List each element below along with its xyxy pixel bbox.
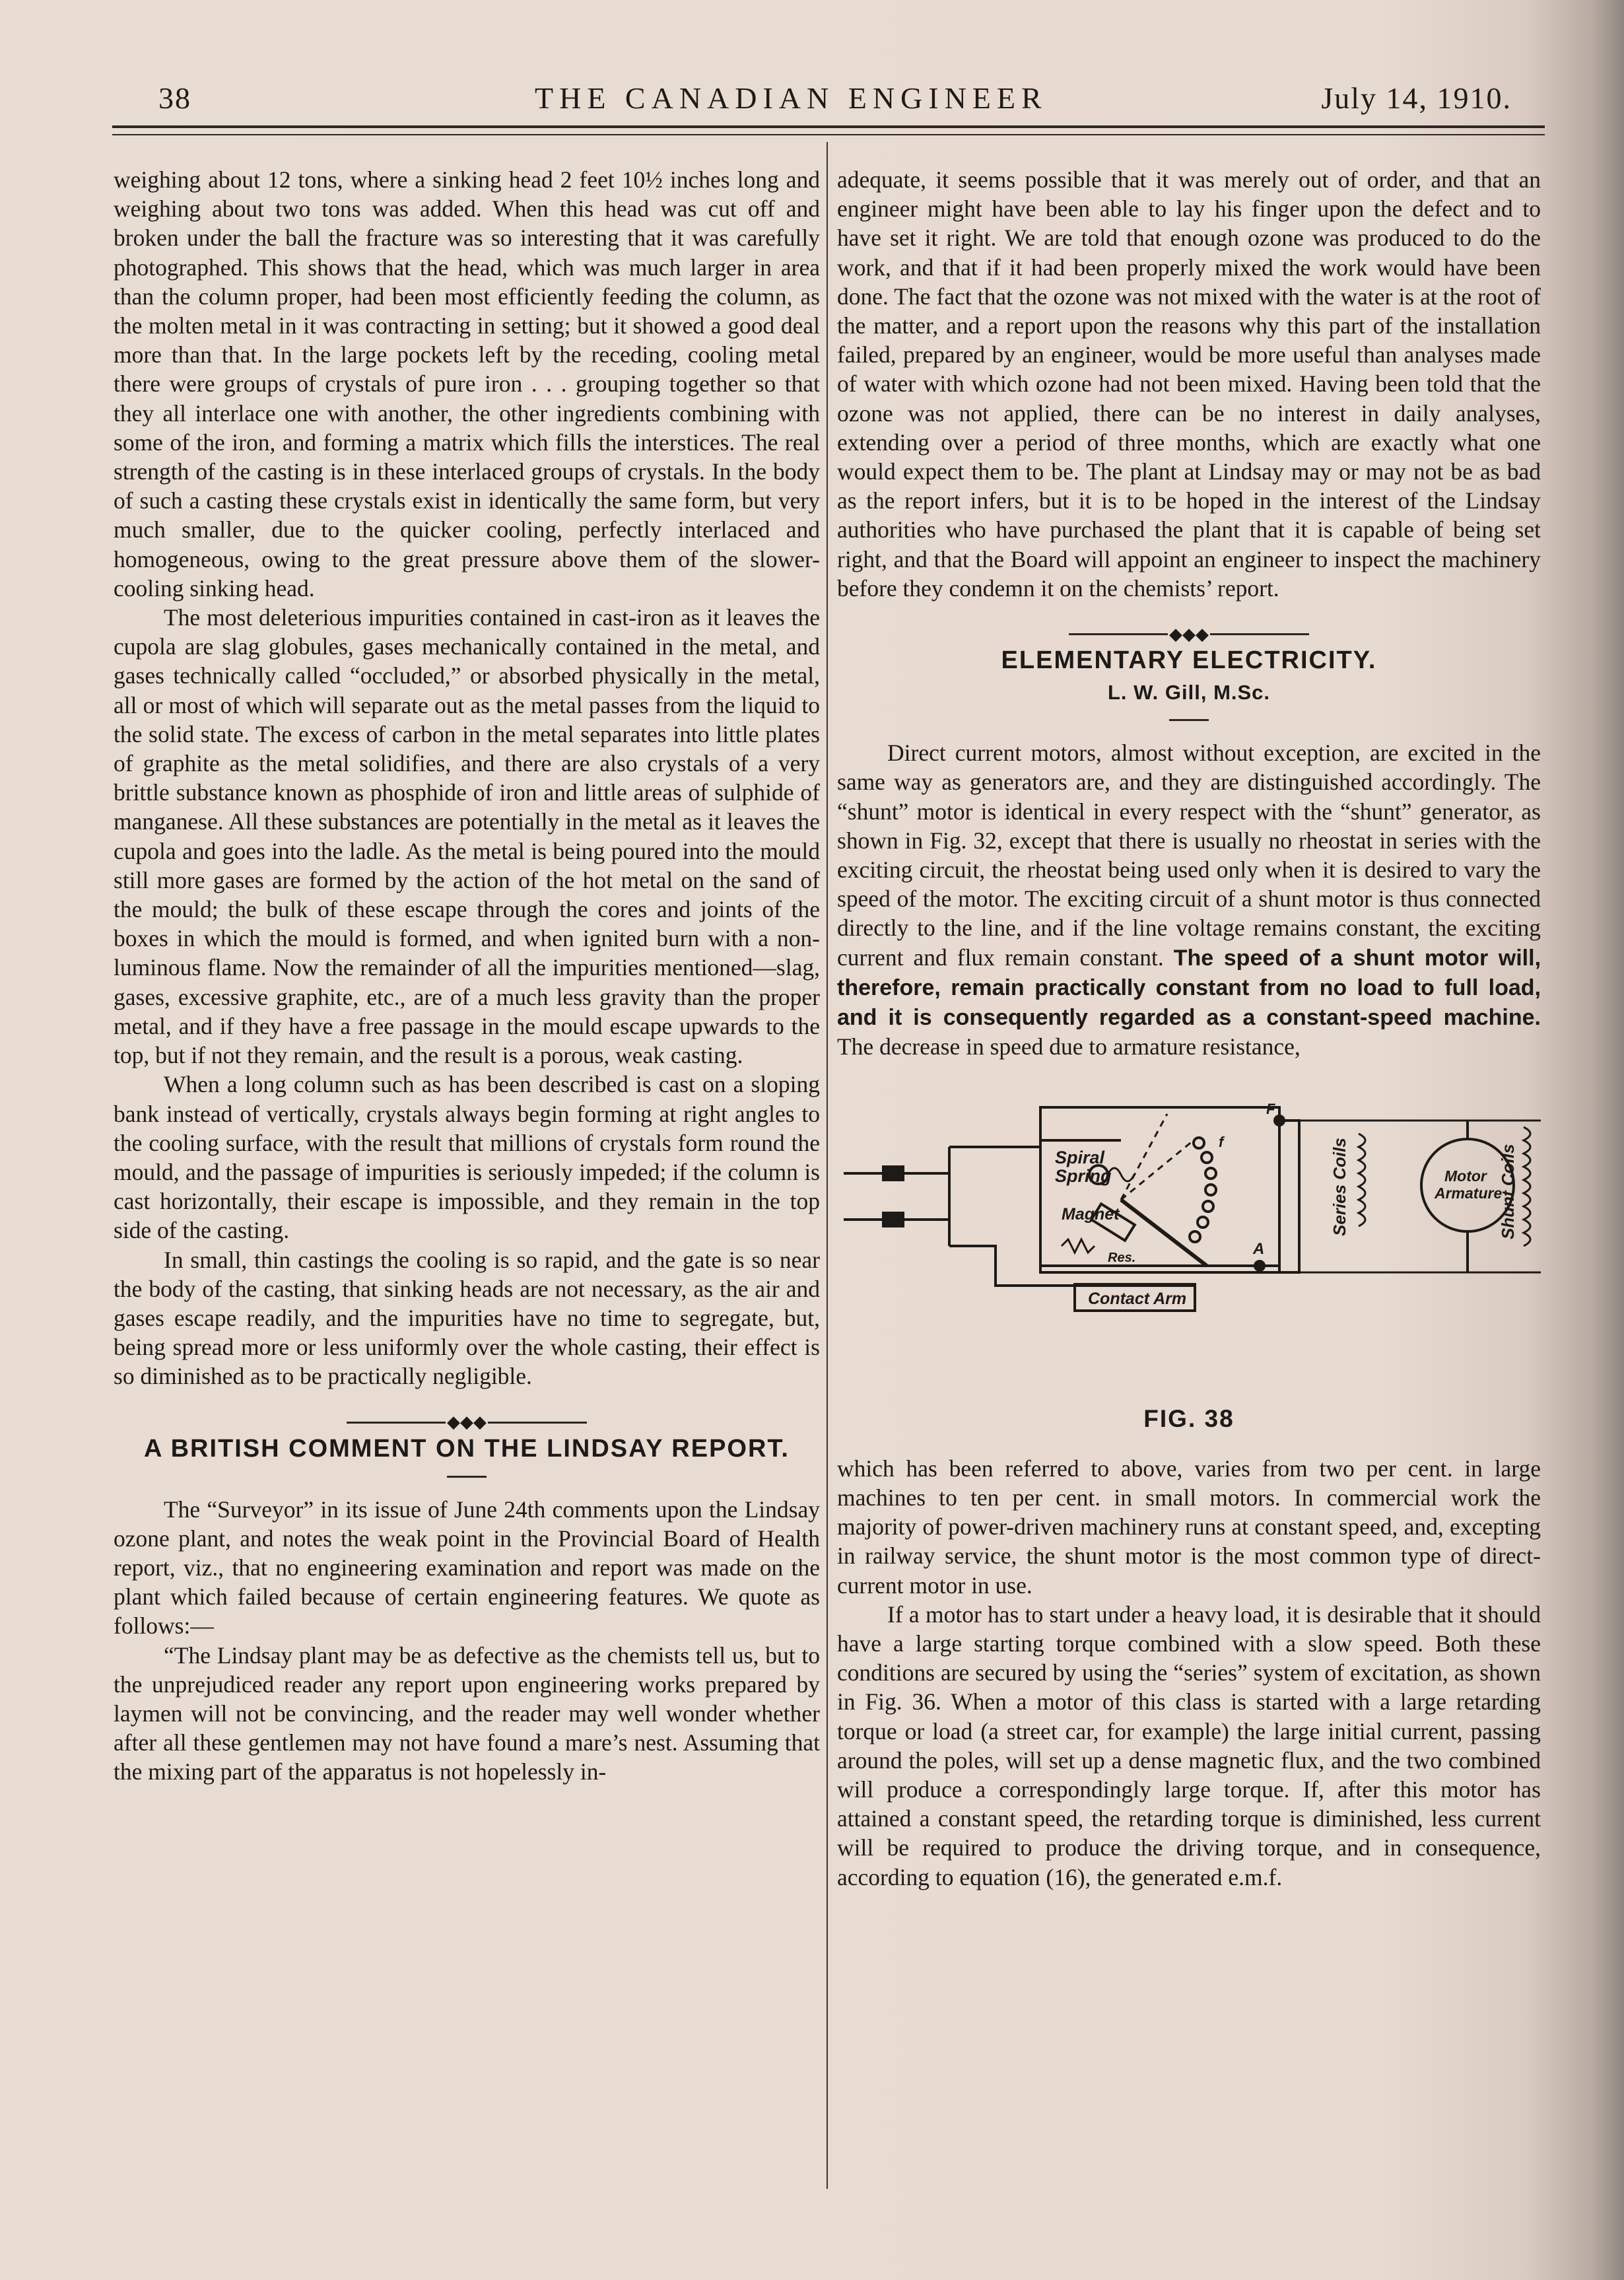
label-f: F [1266,1101,1275,1118]
label-armature: Armature [1435,1185,1503,1202]
figure-caption: FIG. 38 [1143,1405,1235,1433]
journal-title: THE CANADIAN ENGINEER [535,81,1048,115]
motor-starter-circuit-diagram [837,1074,1541,1404]
left-paragraph-1: weighing about 12 tons, where a sinking head 2 feet 10½ inches long and weighing about two tons was added. When this head was cut off and broken under the ball the fracture was so interesting that it was carefully photographed. This shows that the head, which was much larger in area than the column proper, had been most efficiently feeding the column, as the molten metal in it was contracting in setting; but it showed a good deal more than that. In the large pockets left by the receding, cooling metal there were groups of crystals of pure iron . . . grouping together so that they all interlace one with another, the other ingredients combining with some of the iron, and forming a matrix which fills the interstices. The real strength of the casting is in these interlaced groups of crystals. In the body of such a casting these crystals exist in identically the same form, but very much smaller, due to the quicker cooling, perfectly interlaced and homogeneous, owing to the great pressure above them of the slower-cooling sinking head. [114,166,820,602]
right-paragraph-4: If a motor has to start under a heavy load, it is desirable that it should have a large starting torque combined with a slow speed. Both these conditions are secured by using the “series” system of excitation, as shown in Fig. 36. When a motor of this class is started with a large retarding torque or load (a street car, for example) the large initial current, passing around the poles, will set up a dense magnetic flux, and the two combined will produce a correspondingly large torque. If, after this motor has attained a constant speed, the retarding torque is diminished, less current will be required to produce the driving torque, and in consequence, according to equation (16), the generated e.m.f. [837,1601,1541,1890]
label-a: A [1253,1240,1265,1259]
article-heading-electricity: ELEMENTARY ELECTRICITY. [1001,646,1377,675]
label-magnet: Magnet [1062,1205,1120,1224]
right-column [837,165,1541,1892]
section-ornament: ◆◆◆ [114,1406,820,1422]
section-ornament-2: ◆◆◆ [837,617,1541,633]
page-number: 38 [158,81,191,115]
left-paragraph-3: When a long column such as has been described is cast on a sloping bank instead of vertically, crystals always begin forming at right angles to the cooling surface, with the result that millions of crystals form round the mould, and the passage of impurities is seriously impeded; if the column is cast horizontally, their escape is impossible, and they remain in the top side of the casting. [114,1071,820,1244]
right-paragraph-2: Direct current motors, almost without exception, are excited in the same way as generators are, and they are distinguished accordingly. The “shunt” motor is identical in every respect with the “shunt” generator, as shown in Fig. 32, except that there is usually no rheostat in series with the exciting circuit, the rheostat being used only when it is desired to vary the speed of the motor. The exciting circuit of a shunt motor is thus connected directly to the line, and if the line voltage remains constant, the exciting current and flux remain constant. The speed of a shunt motor will, therefore, remain practically constant from no load to full load, and it is consequently regarded as a constant-speed machine. The decrease in speed due to armature resistance, [837,740,1541,1060]
label-contact-arm: Contact Arm [1088,1290,1187,1309]
heading-rule [447,1476,487,1478]
left-paragraph-5: The “Surveyor” in its issue of June 24th comments upon the Lindsay ozone plant, and notes the weak point in the Provincial Board of Health report, viz., that no engineering examination and report was made on the plant which failed because of certain engineering features. We quote as follows:— [114,1496,820,1640]
article-byline: L. W. Gill, M.Sc. [1107,681,1271,705]
label-f-lower: f [1219,1134,1224,1151]
issue-date: July 14, 1910. [1321,81,1512,115]
heading-rule-2 [1169,719,1209,721]
left-column [114,165,820,1787]
label-res: Res. [1108,1251,1136,1266]
label-series-coils: Series Coils [1330,1138,1349,1237]
left-paragraph-4: In small, thin castings the cooling is so rapid, and the gate is so near the body of the casting, that sinking heads are not necessary, as the air and gases escape readily, and the impurities have no time to segregate, but, being spread more or less uniformly over the whole casting, their effect is so diminished as to be practically negligible. [114,1246,820,1390]
label-spiral: Spiral [1055,1148,1105,1168]
article-heading-lindsay: A BRITISH COMMENT ON THE LINDSAY REPORT. [144,1434,790,1463]
right-paragraph-1: adequate, it seems possible that it was merely out of order, and that an engineer might have been able to lay his finger upon the defect and to have set it right. We are told that enough ozone was produced to do the work, and that if it had been properly mixed the work would have been done. The fact that the ozone was not mixed with the water is at the root of the matter, and a report upon the reasons why this part of the installation failed, prepared by an engineer, would be more useful than analyses made of water with which ozone had not been mixed. Having been told that the ozone was not applied, there can be no interest in daily analyses, extending over a period of three months, which are exactly what one would expect them to be. The plant at Lindsay may or may not be as bad as the report infers, but it is to be hoped in the interest of the Lindsay authorities who have purchased the plant that it is capable of being set right, and that the Board will appoint an engineer to inspect the machinery before they condemn it on the chemists’ report. [837,166,1541,602]
left-paragraph-2: The most deleterious impurities contained in cast-iron as it leaves the cupola are slag globules, gases mechanically contained in the metal, and gases technically called “occluded,” or absorbed physically in the metal, all or most of which will separate out as the metal passes from the liquid to the solid state. The excess of carbon in the metal separates into little plates of graphite as the metal solidifies, and there are also crystals of a very brittle substance known as phosphide of iron and little areas of sulphide of manganese. All these substances are potentially in the metal as it leaves the cupola and goes into the ladle. As the metal is being poured into the mould still more gases are formed by the action of the hot metal on the sand of the mould; the bulk of these escape through the cores and joints of the boxes in which the mould is formed, and when ignited burn with a non-luminous flame. Now the remainder of all the impurities mentioned—slag, gases, excessive graphite, etc., are of a much less gravity than the proper metal, and if they have a free passage in the mould escape upwards to the top, but if not they remain, and the result is a porous, weak casting. [114,604,820,1069]
running-header [112,78,1512,124]
label-motor: Motor [1444,1167,1487,1185]
column-divider [827,142,828,2189]
header-rule-thin [112,134,1545,135]
label-shunt-coils: Shunt Coils [1498,1144,1518,1240]
emphasized-statement: The speed of a shunt motor will, therefore, remain practically constant from no load to full load, and it is consequently regarded as a constant-speed machine. [837,945,1541,1031]
right-paragraph-3: which has been referred to above, varies from two per cent. in large machines to ten per cent. in small motors. In commercial work the majority of power-driven machinery runs at constant speed, and, excepting in railway service, the shunt motor is the most common type of direct-current motor in use. [837,1455,1541,1599]
header-rule-thick [112,125,1545,128]
figure-38-diagram [837,1074,1541,1404]
label-spring: Spring [1055,1166,1112,1187]
left-paragraph-6: “The Lindsay plant may be as defective as the chemists tell us, but to the unprejudiced reader any report upon engineering works prepared by laymen will not be convincing, and the reader may well wonder whether after all these gentlemen may not have found a mare’s nest. Assuming that the mixing part of the apparatus is not hopelessly in- [114,1641,820,1785]
